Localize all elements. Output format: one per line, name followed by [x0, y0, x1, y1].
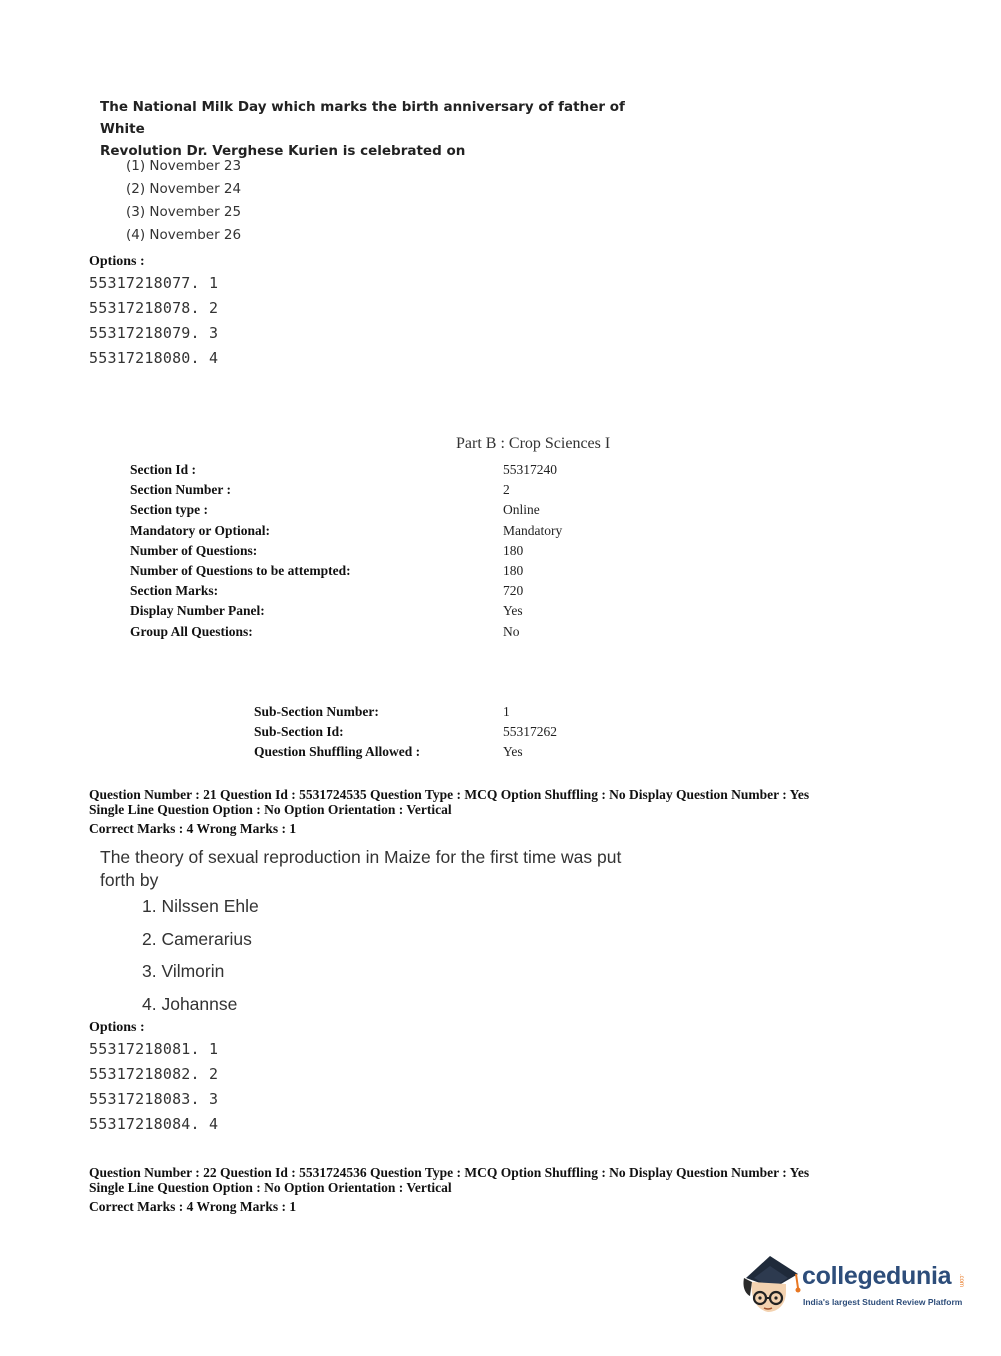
- question-text-line: forth by: [100, 870, 159, 890]
- section-info-value: Yes: [503, 603, 523, 619]
- choice-item: 2. Camerarius: [142, 928, 252, 949]
- choice-item: 1. Nilssen Ehle: [142, 896, 259, 916]
- section-info-table: [130, 460, 730, 650]
- section-info-label: Number of Questions to be attempted:: [130, 563, 351, 578]
- subsection-info-value: 1: [503, 704, 510, 719]
- question-text-line: Revolution Dr. Verghese Kurien is celebrated on: [100, 143, 466, 159]
- option-id-item: 55317218080. 4: [89, 349, 219, 367]
- choice-item: (4) November 26: [126, 227, 242, 243]
- question-header: [89, 788, 909, 837]
- subsection-info-table: [254, 702, 654, 764]
- subsection-info-value: Yes: [503, 744, 523, 760]
- question-marks: Correct Marks : 4 Wrong Marks : 1: [89, 821, 297, 836]
- question-header-line: Single Line Question Option : No Option Orientation : Vertical: [89, 801, 452, 817]
- option-id-item: 55317218081. 1: [89, 1040, 219, 1058]
- option-id-item: 55317218082. 2: [89, 1065, 219, 1083]
- section-info-label: Section Number :: [130, 482, 231, 498]
- section-info-value: Online: [503, 502, 540, 518]
- section-info-label: Group All Questions:: [130, 623, 253, 639]
- subsection-info-label: Sub-Section Id:: [254, 724, 344, 740]
- option-id-list: [89, 1037, 218, 1137]
- choice-list: [142, 890, 259, 1020]
- question-header-line: Single Line Question Option : No Option Orientation : Vertical: [89, 1179, 452, 1195]
- question-header-line: Question Number : 22 Question Id : 5531724536 Question Type : MCQ Option Shuffling : No Display Question Number : Yes: [89, 1165, 810, 1180]
- mascot-icon: [740, 1248, 802, 1320]
- section-title: Part B : Crop Sciences I: [456, 435, 611, 452]
- section-info-value: No: [503, 623, 520, 639]
- choice-list: [126, 155, 241, 247]
- question-header: [89, 1166, 909, 1215]
- section-info-value: 55317240: [503, 462, 557, 477]
- question-text: [100, 96, 660, 162]
- section-info-label: Section Marks:: [130, 583, 219, 599]
- brand-name: collegedunia: [802, 1262, 952, 1290]
- question-text-line: The theory of sexual reproduction in Maize for the first time was put: [100, 847, 622, 867]
- brand-tagline: India's largest Student Review Platform: [803, 1297, 963, 1307]
- subsection-info-label: Question Shuffling Allowed :: [254, 744, 421, 760]
- choice-item: (3) November 25: [126, 204, 242, 220]
- section-info-label: Section type :: [130, 502, 208, 518]
- section-info-value: 180: [503, 563, 524, 578]
- option-id-item: 55317218083. 3: [89, 1090, 219, 1108]
- section-info-label: Mandatory or Optional:: [130, 522, 271, 538]
- section-info-value: Mandatory: [503, 522, 563, 538]
- question-text: [100, 846, 660, 892]
- option-id-item: 55317218077. 1: [89, 274, 219, 292]
- subsection-info-label: Sub-Section Number:: [254, 704, 379, 719]
- choice-item: 4. Johannse: [142, 993, 238, 1014]
- section-info-label: Number of Questions:: [130, 542, 258, 558]
- choice-item: (1) November 23: [126, 158, 242, 174]
- section-info-label: Section Id :: [130, 462, 197, 477]
- section-info-value: 2: [503, 482, 510, 498]
- choice-item: (2) November 24: [126, 181, 242, 197]
- question-marks: Correct Marks : 4 Wrong Marks : 1: [89, 1199, 297, 1214]
- subsection-info-value: 55317262: [503, 724, 557, 740]
- option-id-item: 55317218079. 3: [89, 324, 219, 342]
- question-text-line: The National Milk Day which marks the birth anniversary of father of White: [100, 99, 625, 137]
- option-id-list: [89, 271, 218, 371]
- options-label: Options :: [89, 254, 145, 269]
- section-info-label: Display Number Panel:: [130, 603, 265, 619]
- choice-item: 3. Vilmorin: [142, 961, 225, 981]
- options-label: Options :: [89, 1020, 145, 1035]
- section-info-value: 720: [503, 583, 524, 599]
- brand-domain: .com: [958, 1274, 964, 1288]
- section-info-value: 180: [503, 542, 524, 558]
- option-id-item: 55317218078. 2: [89, 299, 219, 317]
- option-id-item: 55317218084. 4: [89, 1115, 219, 1133]
- question-header-line: Question Number : 21 Question Id : 5531724535 Question Type : MCQ Option Shuffling : No Display Question Number : Yes: [89, 787, 810, 802]
